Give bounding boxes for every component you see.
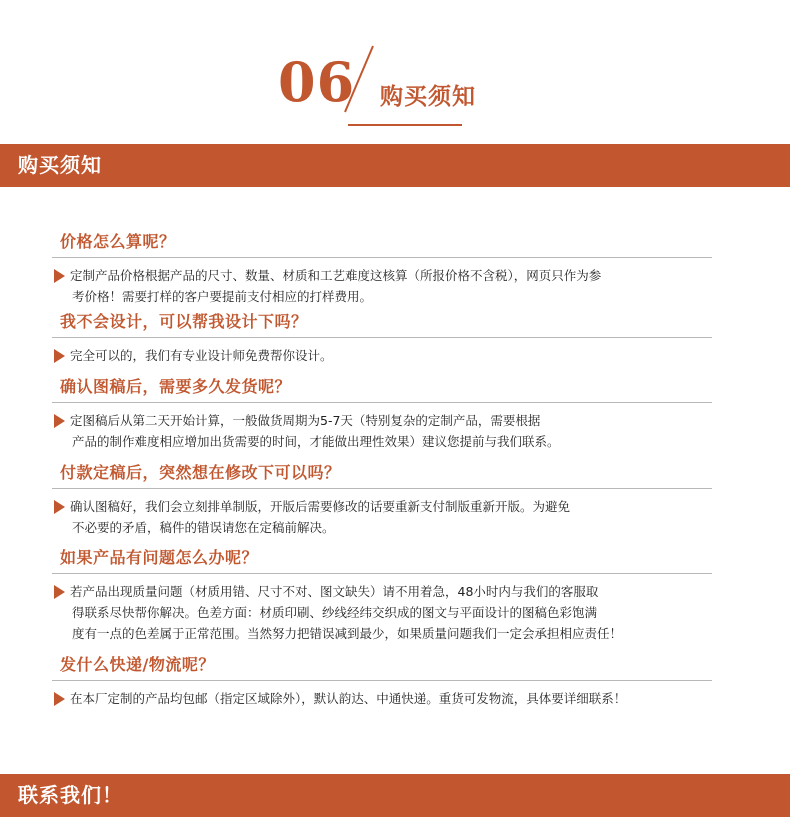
faq-question: 如果产品有问题怎么办呢？ <box>60 548 259 567</box>
answer-line: 考价格！需要打样的客户要提前支付相应的打样费用。 <box>72 289 373 304</box>
purchase-notice-banner <box>0 144 790 187</box>
section-header <box>0 0 790 140</box>
slash-divider <box>341 44 377 114</box>
banner-title: 联系我们！ <box>18 783 123 807</box>
answer-line: 定制产品价格根据产品的尺寸、数量、材质和工艺难度这核算（所报价格不含税），网页只作为参 <box>70 268 602 283</box>
faq-divider <box>52 257 712 258</box>
contact-us-banner <box>0 774 790 817</box>
answer-line: 确认图稿好，我们会立刻排单制版，开版后需要修改的话要重新支付制版重新开版。为避免 <box>70 499 571 514</box>
answer-line: 若产品出现质量问题（材质用错、尺寸不对、图文缺失）请不用着急，48小时内与我们的客服取 <box>70 584 599 599</box>
answer-line: 不必要的矛盾，稿件的错误请您在定稿前解决。 <box>72 520 335 535</box>
faq-divider <box>52 573 712 574</box>
triangle-right-icon <box>54 414 65 428</box>
answer-line: 在本厂定制的产品均包邮（指定区域除外），默认韵达、中通快递。重货可发物流，具体要详细联系！ <box>70 691 627 706</box>
triangle-right-icon <box>54 500 65 514</box>
answer-line: 定图稿后从第二天开始计算，一般做货周期为5-7天（特别复杂的定制产品，需要根据 <box>70 413 541 428</box>
answer-line: 得联系尽快帮你解决。色差方面：材质印刷、纱线经纬交织成的图文与平面设计的图稿色彩饱满 <box>72 605 598 620</box>
faq-answer <box>70 688 740 709</box>
faq-question: 发什么快递/物流呢？ <box>60 655 215 674</box>
faq-divider <box>52 337 712 338</box>
faq-question: 我不会设计，可以帮我设计下吗？ <box>60 312 308 331</box>
section-number: 06 <box>278 50 356 114</box>
triangle-right-icon <box>54 269 65 283</box>
faq-answer <box>70 265 740 307</box>
answer-line: 完全可以的，我们有专业设计师免费帮你设计。 <box>70 348 333 363</box>
faq-divider <box>52 488 712 489</box>
banner-title: 购买须知 <box>18 153 102 177</box>
answer-line: 度有一点的色差属于正常范围。当然努力把错误减到最少，如果质量问题我们一定会承担相应责任！ <box>72 626 623 641</box>
faq-answer <box>70 410 740 452</box>
faq-answer <box>70 581 740 644</box>
section-underline <box>348 124 462 126</box>
answer-line: 产品的制作难度相应增加出货需要的时间，才能做出理性效果）建议您提前与我们联系。 <box>72 434 560 449</box>
triangle-right-icon <box>54 585 65 599</box>
faq-question: 付款定稿后，突然想在修改下可以吗？ <box>60 463 341 482</box>
faq-answer <box>70 345 740 366</box>
faq-question: 价格怎么算呢？ <box>60 232 176 251</box>
triangle-right-icon <box>54 349 65 363</box>
faq-divider <box>52 680 712 681</box>
faq-answer <box>70 496 740 538</box>
section-title: 购买须知 <box>380 84 476 110</box>
faq-divider <box>52 402 712 403</box>
triangle-right-icon <box>54 692 65 706</box>
faq-question: 确认图稿后，需要多久发货呢？ <box>60 377 292 396</box>
